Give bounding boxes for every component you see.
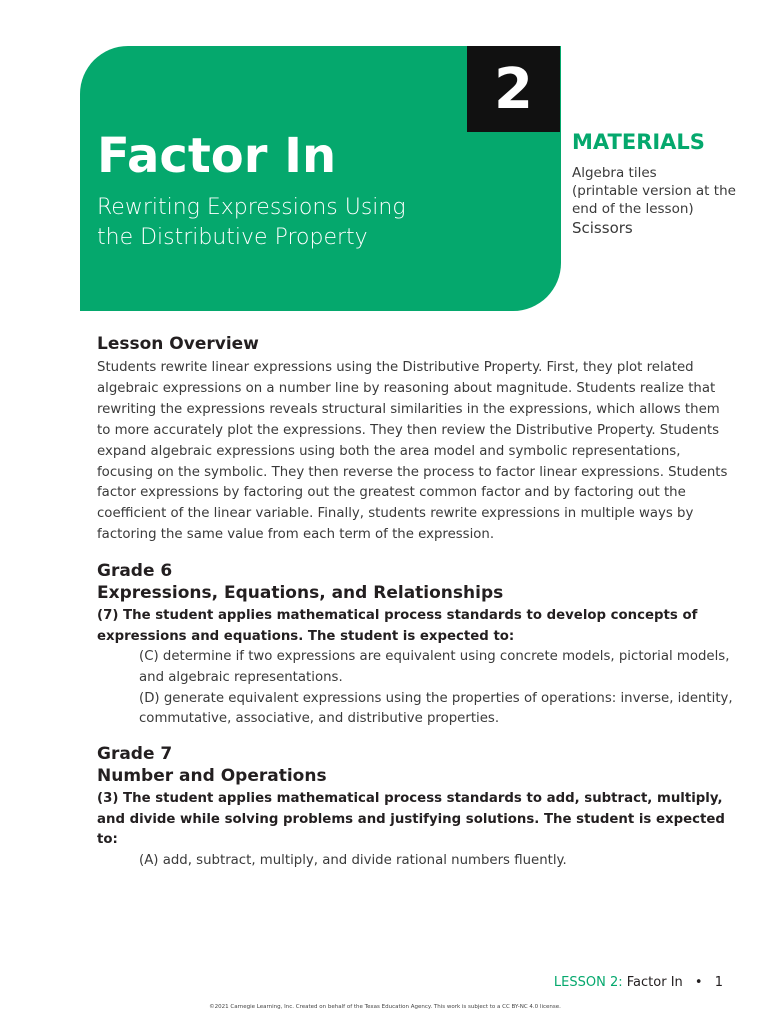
standard-statement: (7) The student applies mathematical process standards to develop concepts of expressions and equations. The student is expected to: <box>97 608 698 644</box>
footer-separator: • <box>694 975 703 990</box>
footer-lesson-label: LESSON 2: <box>553 975 623 990</box>
grade-heading: Grade 6 <box>97 561 173 581</box>
page-number: 1 <box>714 975 723 990</box>
standard-grade-6 <box>97 560 737 730</box>
grade-heading: Grade 7 <box>97 744 173 764</box>
materials-item: Scissors <box>572 219 633 237</box>
standard-expectations <box>97 851 739 872</box>
strand-heading: Number and Operations <box>97 766 327 786</box>
lesson-title: Factor In <box>97 128 337 184</box>
expectation-item: (A) add, subtract, multiply, and divide rational numbers fluently. <box>139 852 567 868</box>
materials-list <box>572 164 752 238</box>
lesson-overview-heading: Lesson Overview <box>97 334 259 354</box>
lesson-subtitle: Rewriting Expressions Using the Distributive Property <box>97 195 406 250</box>
footer-lesson-title: Factor In <box>626 975 683 990</box>
materials-heading: MATERIALS <box>572 130 705 154</box>
materials-item: Algebra tiles <box>572 165 657 181</box>
materials-item: (printable version at the end of the lesson) <box>572 183 736 217</box>
strand-heading: Expressions, Equations, and Relationships <box>97 583 504 603</box>
lesson-number-badge: 2 <box>467 46 560 132</box>
standard-statement: (3) The student applies mathematical process standards to add, subtract, multiply, and divide while solving problems and justifying solutions. The student is expected to: <box>97 791 725 847</box>
standard-grade-7 <box>97 743 737 871</box>
page-footer <box>554 975 723 990</box>
expectation-item: (C) determine if two expressions are equivalent using concrete models, pictorial models, and algebraic representations. <box>139 649 730 685</box>
copyright-notice: ©2021 Carnegie Learning, Inc. Created on behalf of the Texas Education Agency. This work is subject to a CC BY-NC 4.0 license. <box>209 1004 561 1010</box>
standard-expectations <box>97 647 739 730</box>
lesson-overview-text: Students rewrite linear expressions using the Distributive Property. First, they plot related algebraic expressions on a number line by reasoning about magnitude. Students realize that rewriting the expressions reveals structural similarities in the expressions, which allows them to more accurately plot the expressions. They then review the Distributive Property. Students expand algebraic expressions using both the area model and symbolic representations, focusing on the symbolic. They then reverse the process to factor linear expressions. Students factor expressions by factoring out the greatest common factor and by factoring out the coefficient of the linear variable. Finally, students rewrite expressions in multiple ways by factoring the same value from each term of the expression. <box>97 360 728 543</box>
expectation-item: (D) generate equivalent expressions using the properties of operations: inverse, identity, commutative, associative, and distributive properties. <box>139 690 733 727</box>
